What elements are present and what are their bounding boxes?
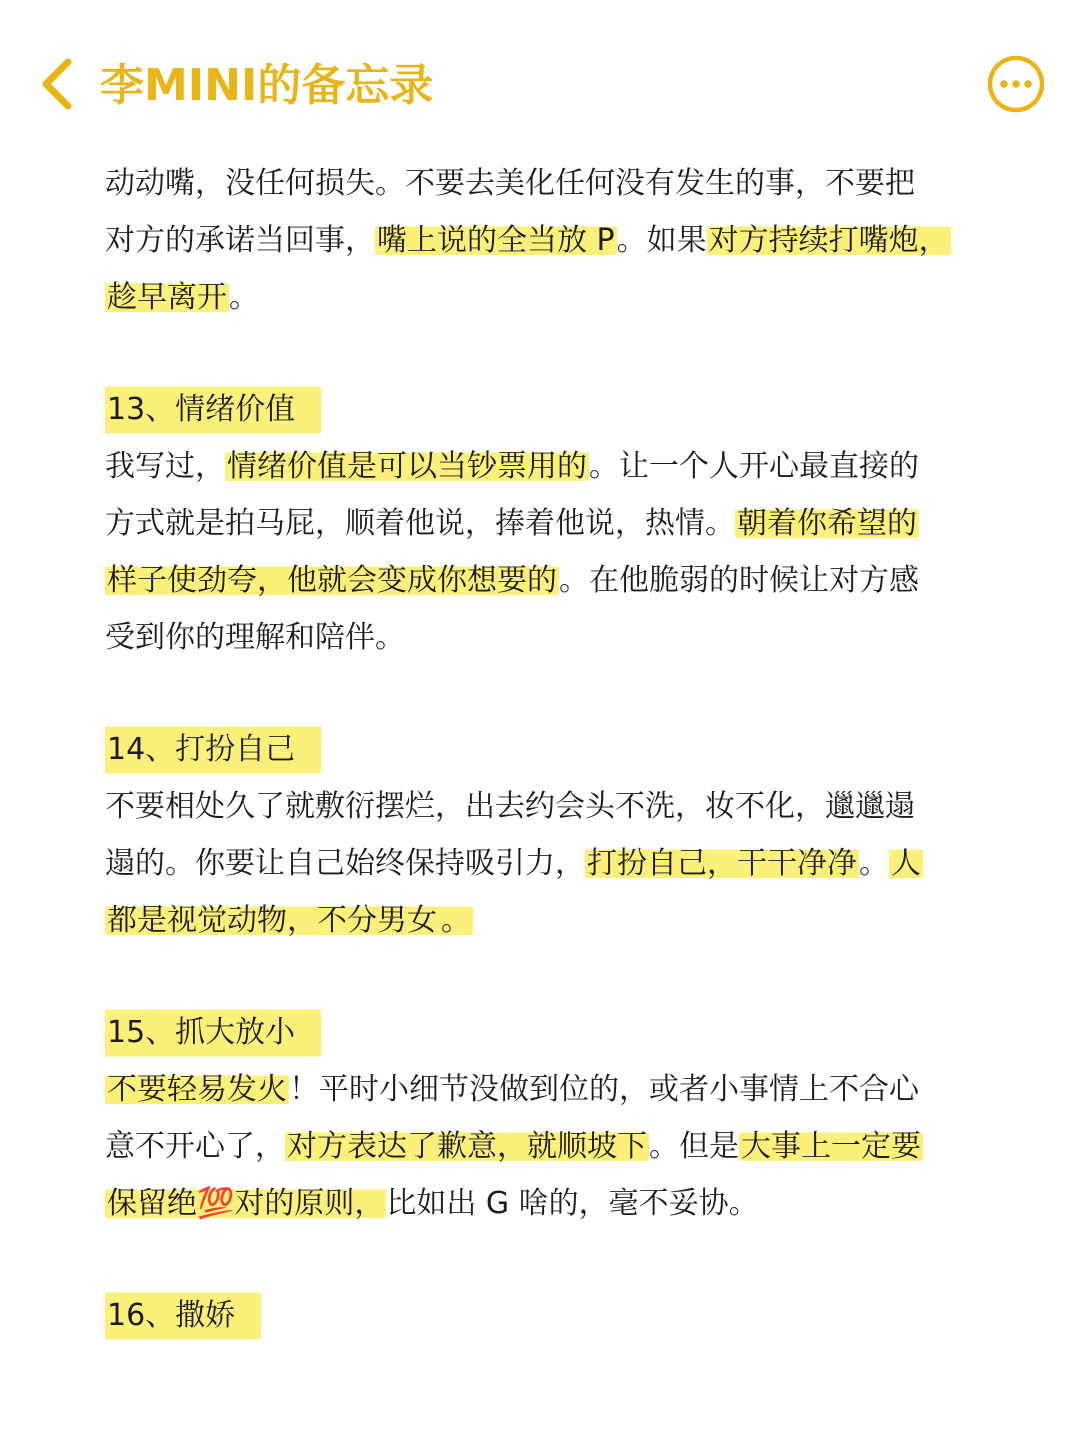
section-16 — [105, 1287, 1005, 1344]
section-heading — [105, 381, 1005, 438]
heading-text: 14、打扮自己 — [105, 721, 321, 778]
text-run: 动动嘴，没任何损失。不要去美化任何没有发生的事，不要把 — [105, 166, 915, 201]
navigation-bar — [0, 0, 1080, 150]
text-run: 。如果 — [616, 223, 707, 258]
text-run: 。但是 — [649, 1129, 739, 1164]
section-heading — [105, 721, 1005, 778]
text-run: 我写过， — [105, 449, 225, 484]
section-13 — [105, 381, 1005, 666]
highlighted-text: 不要轻易发火 — [107, 1072, 287, 1107]
more-button[interactable] — [986, 54, 1046, 114]
text-line — [105, 438, 1005, 495]
text-line — [105, 1061, 1005, 1118]
text-run: 不要相处久了就敷衍摆烂，出去约会头不洗，妆不化，邋邋遢 — [105, 789, 915, 824]
heading-text: 15、抓大放小 — [105, 1004, 321, 1061]
text-run: 。让一个人开心最直接的 — [589, 449, 919, 484]
page-title: 李MINI的备忘录 — [100, 60, 434, 111]
section-heading — [105, 1004, 1005, 1061]
section-15 — [105, 1004, 1005, 1232]
text-line — [105, 495, 1005, 552]
chevron-left-icon — [36, 56, 80, 112]
highlighted-text: 人 — [891, 846, 921, 881]
highlighted-text: 都是视觉动物，不分男女 — [107, 903, 437, 938]
highlighted-text: 对方表达了歉意，就顺坡下 — [287, 1129, 647, 1164]
text-run: 意不开心了， — [105, 1129, 285, 1164]
heading-text: 16、撒娇 — [105, 1287, 261, 1344]
highlighted-text: 趁早离开 — [107, 280, 227, 315]
section-heading — [105, 1287, 1005, 1344]
heading-text: 13、情绪价值 — [105, 381, 321, 438]
text-run: 方式就是拍马屁，顺着他说，捧着他说，热情。 — [105, 506, 735, 541]
text-line — [105, 552, 1005, 609]
text-line — [105, 1118, 1005, 1175]
text-line — [105, 835, 1005, 892]
text-run: 。 — [859, 846, 889, 881]
note-body — [105, 155, 1005, 1344]
text-line — [105, 212, 1005, 269]
highlighted-text: 对方持续打嘴炮， — [708, 223, 949, 258]
ellipsis-circle-icon — [986, 54, 1046, 114]
intro-paragraph — [105, 155, 1005, 326]
text-line — [105, 269, 1005, 326]
text-line — [105, 155, 1005, 212]
text-run: 。在他脆弱的时候让对方感 — [559, 563, 919, 598]
back-button[interactable] — [36, 56, 80, 112]
text-line — [105, 609, 1005, 666]
text-run: 。 — [229, 280, 259, 315]
highlighted-text: 朝着你希望的 — [737, 506, 917, 541]
highlighted-text: 打扮自己，干干净净 — [587, 846, 857, 881]
text-run: 遢的。你要让自己始终保持吸引力， — [105, 846, 585, 881]
text-line — [105, 892, 1005, 949]
section-14 — [105, 721, 1005, 949]
highlighted-text: 样子使劲夸，他就会变成你想要的 — [107, 563, 557, 598]
text-run: 对方的承诺当回事， — [105, 223, 375, 258]
text-line — [105, 1175, 1005, 1232]
highlighted-text: 大事上一定要 — [741, 1129, 921, 1164]
highlighted-text: 。 — [441, 903, 471, 938]
highlighted-text: 保留绝💯对的原则， — [107, 1186, 385, 1221]
text-run: 受到你的理解和陪伴。 — [105, 620, 405, 655]
text-line — [105, 778, 1005, 835]
highlighted-text: 情绪价值是可以当钞票用的 — [227, 449, 587, 484]
text-run: ！平时小细节没做到位的，或者小事情上不合心 — [289, 1072, 919, 1107]
text-run: 比如出 G 啥的，毫不妥协。 — [386, 1186, 759, 1221]
highlighted-text: 嘴上说的全当放 P — [377, 223, 615, 258]
